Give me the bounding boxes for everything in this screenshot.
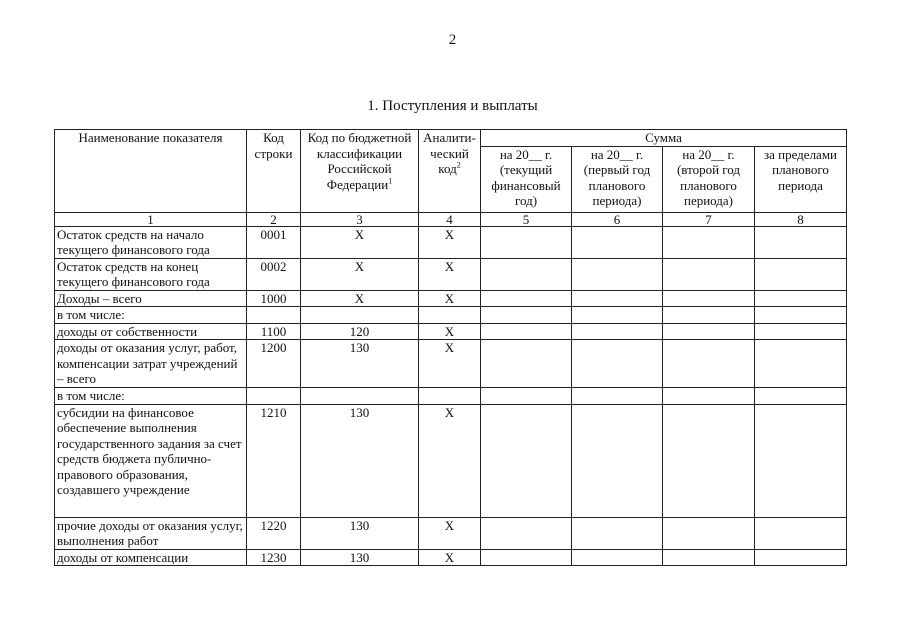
sum-cell (755, 290, 847, 307)
receipts-payments-table (54, 129, 847, 566)
footnote-1: 1 (388, 176, 393, 186)
sum-cell (663, 340, 755, 388)
table-row (55, 388, 847, 405)
sum-cell (572, 549, 663, 566)
row-code: 1200 (247, 340, 301, 388)
sum-cell (572, 226, 663, 258)
row-analytic-code: Х (419, 517, 481, 549)
sum-cell (663, 307, 755, 324)
header-sum-second: на 20__ г. (второй год планового периода) (663, 146, 755, 212)
row-name: Остаток средств на конец текущего финансового года (55, 258, 247, 290)
sum-cell (481, 549, 572, 566)
sum-cell (663, 517, 755, 549)
header-sum: Сумма (481, 130, 847, 147)
row-analytic-code: Х (419, 549, 481, 566)
sum-cell (755, 340, 847, 388)
row-name: в том числе: (55, 307, 247, 324)
row-code: 1230 (247, 549, 301, 566)
table-row (55, 307, 847, 324)
table-row (55, 226, 847, 258)
sum-cell (481, 258, 572, 290)
sum-cell (572, 517, 663, 549)
sum-cell (481, 404, 572, 517)
header-row-top (55, 130, 847, 147)
page-number: 2 (448, 32, 457, 48)
footnote-2: 2 (456, 160, 461, 170)
sum-cell (663, 404, 755, 517)
row-code: 1000 (247, 290, 301, 307)
header-sum-first: на 20__ г. (первый год планового периода) (572, 146, 663, 212)
sum-cell (481, 388, 572, 405)
header-code: Код строки (247, 130, 301, 213)
row-budget-code: Х (301, 226, 419, 258)
row-budget-code: Х (301, 258, 419, 290)
sum-cell (755, 226, 847, 258)
sum-cell (572, 388, 663, 405)
row-code (247, 307, 301, 324)
header-analytic: Аналити-ческий код$^2$ (419, 130, 481, 213)
column-number: 7 (663, 212, 755, 226)
sum-cell (755, 258, 847, 290)
sum-cell (663, 323, 755, 340)
table-row (55, 404, 847, 517)
row-name: доходы от компенсации (55, 549, 247, 566)
column-number: 5 (481, 212, 572, 226)
sum-cell (755, 323, 847, 340)
row-code: 0001 (247, 226, 301, 258)
column-number: 3 (301, 212, 419, 226)
sum-cell (572, 307, 663, 324)
sum-cell (572, 258, 663, 290)
sum-cell (663, 258, 755, 290)
row-name: Доходы – всего (55, 290, 247, 307)
section-title: 1. Поступления и выплаты (367, 98, 538, 114)
row-analytic-code: Х (419, 258, 481, 290)
row-budget-code: 130 (301, 549, 419, 566)
sum-cell (481, 340, 572, 388)
sum-cell (755, 307, 847, 324)
row-budget-code: 120 (301, 323, 419, 340)
sum-cell (755, 549, 847, 566)
table-row (55, 340, 847, 388)
row-code: 0002 (247, 258, 301, 290)
row-budget-code: 130 (301, 517, 419, 549)
column-number: 4 (419, 212, 481, 226)
sum-cell (572, 290, 663, 307)
header-budget-code: Код по бюджетной классификации Российской Федерации$^1$ (301, 130, 419, 213)
row-analytic-code: Х (419, 323, 481, 340)
sum-cell (663, 549, 755, 566)
row-code: 1220 (247, 517, 301, 549)
sum-cell (481, 323, 572, 340)
column-number: 2 (247, 212, 301, 226)
sum-cell (755, 388, 847, 405)
table-row (55, 258, 847, 290)
sum-cell (663, 290, 755, 307)
sum-cell (572, 340, 663, 388)
row-name: доходы от собственности (55, 323, 247, 340)
row-budget-code: 130 (301, 340, 419, 388)
sum-cell (755, 404, 847, 517)
header-name: Наименование показателя (55, 130, 247, 213)
sum-cell (481, 226, 572, 258)
table-row (55, 323, 847, 340)
row-name: субсидии на финансовое обеспечение выполнения государственного задания за счет средств бюджета публично-правового образования, создавшего учреждение (55, 404, 247, 517)
row-analytic-code: Х (419, 340, 481, 388)
table-row (55, 290, 847, 307)
row-budget-code: 130 (301, 404, 419, 517)
column-number: 1 (55, 212, 247, 226)
column-numbers-row (55, 212, 847, 226)
sum-cell (481, 307, 572, 324)
sum-cell (572, 404, 663, 517)
row-budget-code (301, 388, 419, 405)
sum-cell (481, 290, 572, 307)
row-name: прочие доходы от оказания услуг, выполнения работ (55, 517, 247, 549)
row-analytic-code: Х (419, 226, 481, 258)
header-sum-beyond: за пределами планового периода (755, 146, 847, 212)
row-analytic-code: Х (419, 290, 481, 307)
column-number: 8 (755, 212, 847, 226)
row-analytic-code: Х (419, 404, 481, 517)
row-code: 1210 (247, 404, 301, 517)
sum-cell (481, 517, 572, 549)
row-budget-code (301, 307, 419, 324)
sum-cell (663, 226, 755, 258)
row-code (247, 388, 301, 405)
sum-cell (663, 388, 755, 405)
row-name: Остаток средств на начало текущего финансового года (55, 226, 247, 258)
table-row (55, 517, 847, 549)
header-sum-current: на 20__ г. (текущий финансовый год) (481, 146, 572, 212)
row-budget-code: Х (301, 290, 419, 307)
column-number: 6 (572, 212, 663, 226)
table-row (55, 549, 847, 566)
sum-cell (572, 323, 663, 340)
row-name: доходы от оказания услуг, работ, компенсации затрат учреждений – всего (55, 340, 247, 388)
row-analytic-code (419, 388, 481, 405)
row-analytic-code (419, 307, 481, 324)
row-code: 1100 (247, 323, 301, 340)
sum-cell (755, 517, 847, 549)
row-name: в том числе: (55, 388, 247, 405)
